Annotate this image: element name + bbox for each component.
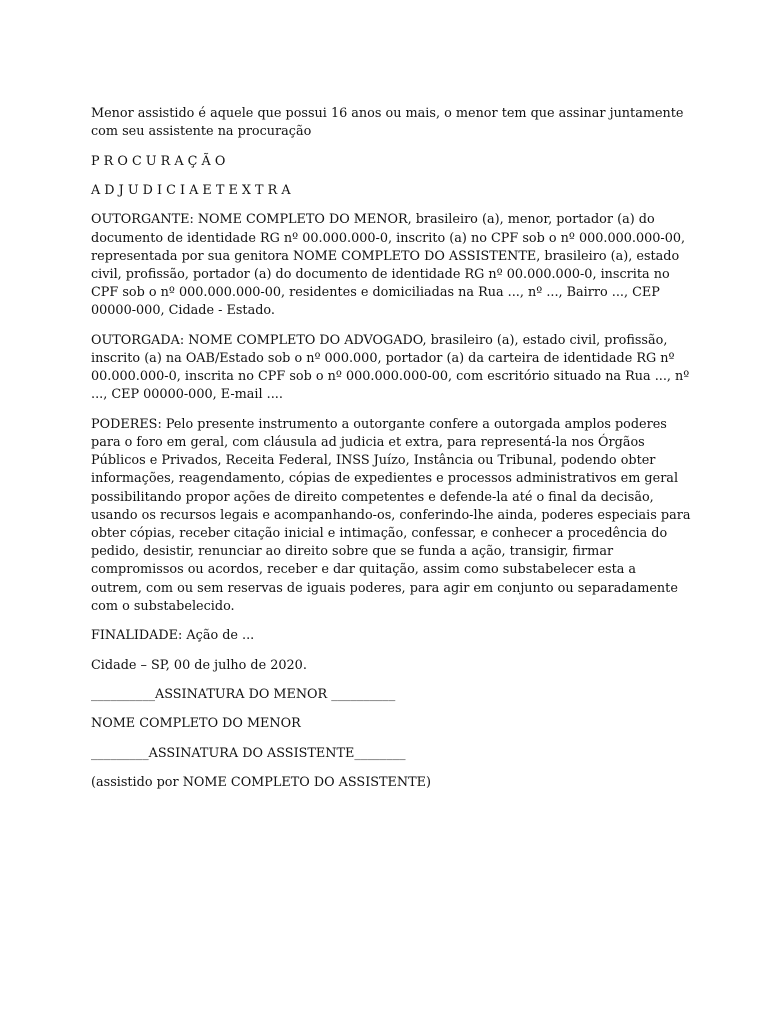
document-page [91,105,691,804]
outorgada-paragraph: OUTORGADA: NOME COMPLETO DO ADVOGADO, brasileiro (a), estado civil, profissão, inscrito (a) na OAB/Estado sob o nº 000.000, portador (a) da carteira de identidade RG nº 00.000.000-0, inscrita no CPF sob o nº 000.000.000-00, com escritório situado na Rua ..., nº ..., CEP 00000-000, E-mail .... [91,332,690,403]
minor-name-line: NOME COMPLETO DO MENOR [91,716,301,732]
outorgante-paragraph: OUTORGANTE: NOME COMPLETO DO MENOR, brasileiro (a), menor, portador (a) do documento de identidade RG nº 00.000.000-0, inscrito (a) no CPF sob o nº 000.000.000-00, representada por sua genitora NOME COMPLETO DO ASSISTENTE, brasileiro (a), estado civil, profissão, portador (a) do documento de identidade RG nº 00.000.000-0, inscrita no CPF sob o nº 000.000.000-00, residentes e domiciliadas na Rua ..., nº ..., Bairro ..., CEP 00000-000, Cidade - Estado. [91,212,686,319]
intro-paragraph: Menor assistido é aquele que possui 16 anos ou mais, o menor tem que assinar juntamente com seu assistente na procuração [91,106,684,140]
assisted-by-line: (assistido por NOME COMPLETO DO ASSISTENTE) [91,775,431,791]
signature-line-assistant: _________ASSINATURA DO ASSISTENTE________ [91,745,406,761]
date-line: Cidade – SP, 00 de julho de 2020. [91,657,307,673]
document-title: P R O C U R A Ç Ã O [91,153,226,169]
signature-line-minor: __________ASSINATURA DO MENOR __________ [91,686,396,702]
poderes-paragraph: PODERES: Pelo presente instrumento a outorgante confere a outorgada amplos poderes para o foro em geral, com cláusula ad judicia et extra, para representá-la nos Órgãos Públicos e Privados, Receita Federal, INSS Juízo, Instância ou Tribunal, podendo obter informações, reagendamento, cópias de expedientes e processos administrativos em geral possibilitando propor ações de direito competentes e defende-la até o final da decisão, usando os recursos legais e acompanhando-os, conferindo-lhe ainda, poderes especiais para obter cópias, receber citação inicial e intimação, confessar, e conhecer a procedência do pedido, desistir, renunciar ao direito sobre que se funda a ação, transigir, firmar compromissos ou acordos, receber e dar quitação, assim como substabelecer esta a outrem, com ou sem reservas de iguais poderes, para agir em conjunto ou separadamente com o substabelecido. [91,416,691,614]
finalidade-line: FINALIDADE: Ação de ... [91,628,255,644]
document-subtitle: A D J U D I C I A E T E X T R A [91,182,291,198]
